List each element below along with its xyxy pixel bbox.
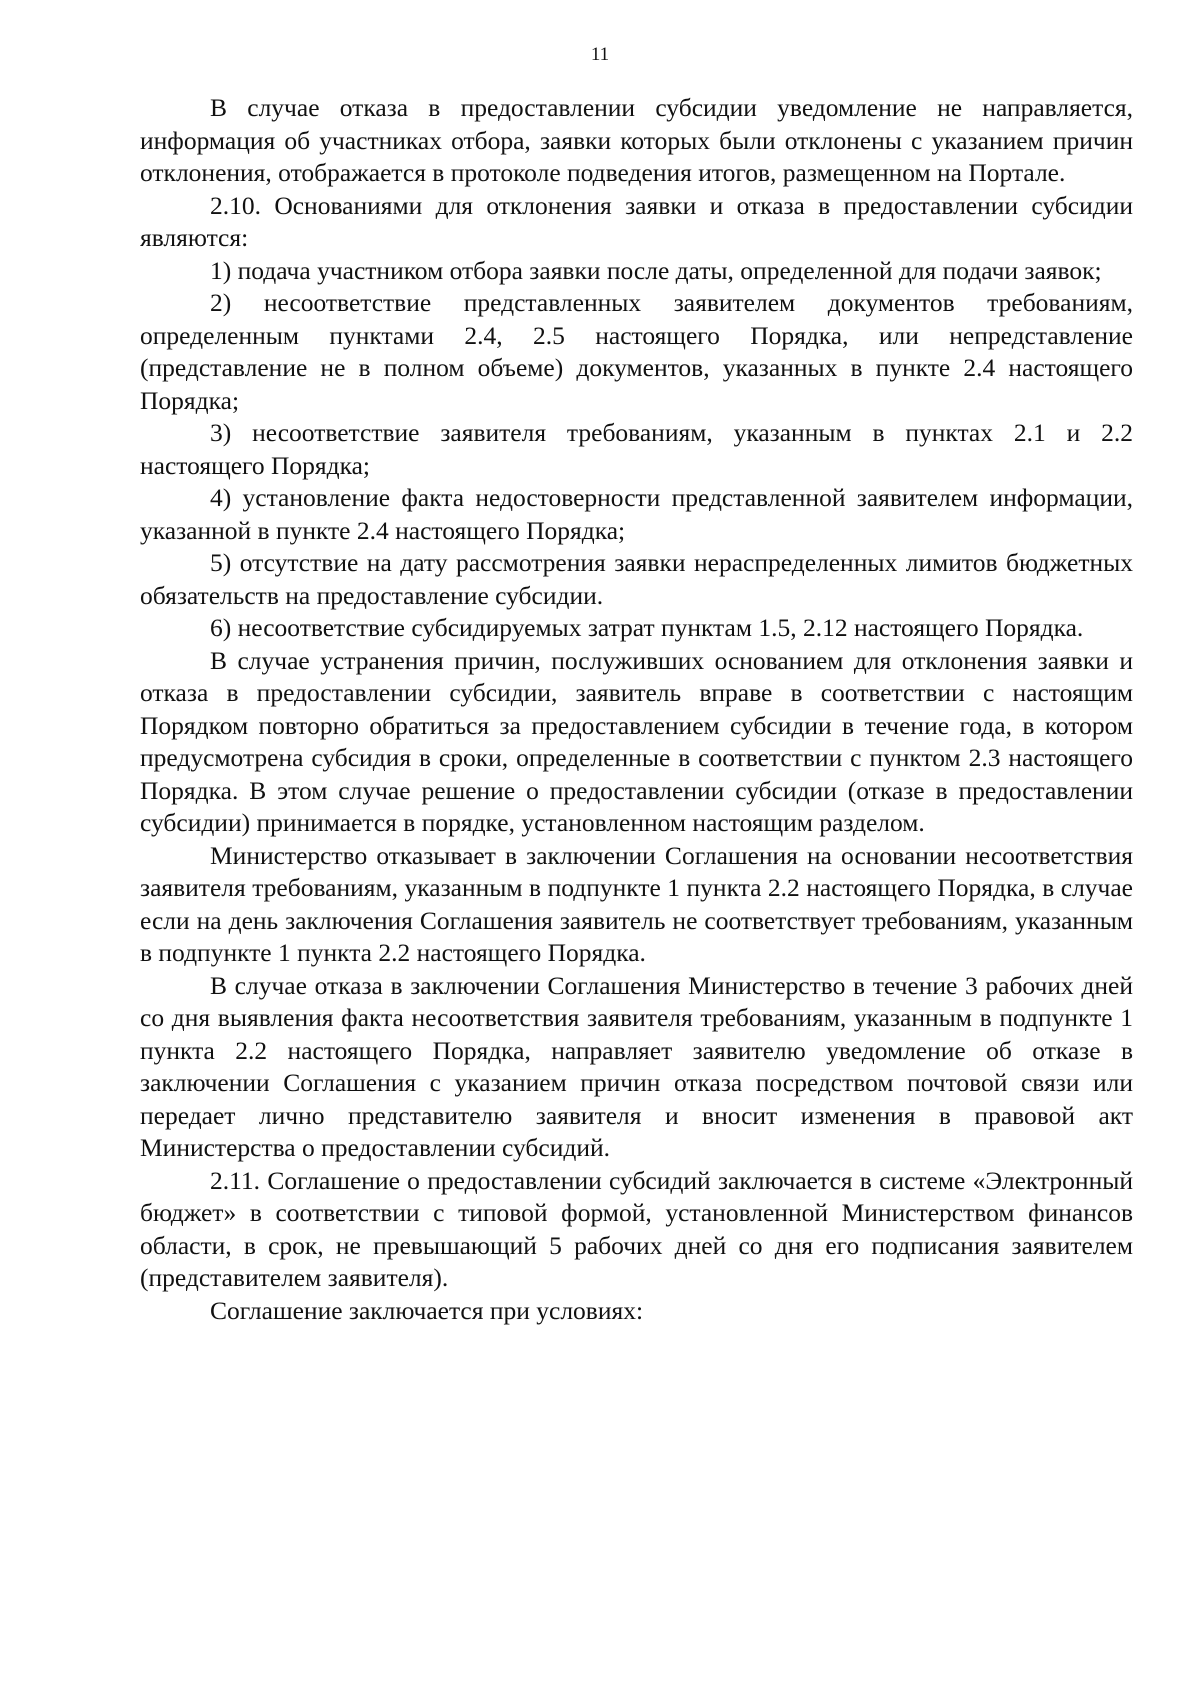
- paragraph-ministry-refusal: Министерство отказывает в заключении Соглашения на основании несоответствия заявителя требованиям, указанным в подпункте 1 пункта 2.2 настоящего Порядка, в случае если на день заключения Соглашения заявитель не соответствует требованиям, указанным в подпункте 1 пункта 2.2 настоящего Порядка.: [140, 840, 1133, 967]
- list-item-2: 2) несоответствие представленных заявителем документов требованиям, определенным пунктами 2.4, 2.5 настоящего Порядка, или непредставление (представление не в полном объеме) документов, указанных в пункте 2.4 настоящего Порядка;: [140, 288, 1133, 415]
- document-body: [140, 92, 1133, 1327]
- paragraph-agreement-conditions: Соглашение заключается при условиях:: [210, 1295, 644, 1325]
- list-item-3: 3) несоответствие заявителя требованиям, указанным в пунктах 2.1 и 2.2 настоящего Порядка;: [140, 418, 1133, 480]
- paragraph-2-11-agreement: 2.11. Соглашение о предоставлении субсидий заключается в системе «Электронный бюджет» в соответствии с типовой формой, установленной Министерством финансов области, в срок, не превышающий 5 рабочих дней со дня его подписания заявителем (представителем заявителя).: [140, 1165, 1133, 1292]
- list-item-6: 6) несоответствие субсидируемых затрат пунктам 1.5, 2.12 настоящего Порядка.: [210, 613, 1084, 642]
- paragraph-refusal-notice: В случае отказа в предоставлении субсидии уведомление не направляется, информация об участниках отбора, заявки которых были отклонены с указанием причин отклонения, отображается в протоколе подведения итогов, размещенном на Портале.: [140, 93, 1133, 187]
- paragraph-refusal-procedure: В случае отказа в заключении Соглашения Министерство в течение 3 рабочих дней со дня выявления факта несоответствия заявителя требованиям, указанным в подпункте 1 пункта 2.2 настоящего Порядка, направляет заявителю уведомление об отказе в заключении Соглашения с указанием причин отказа посредством почтовой связи или передает лично представителю заявителя и вносит изменения в правовой акт Министерства о предоставлении субсидий.: [140, 970, 1133, 1162]
- page-number: 11: [590, 44, 610, 65]
- list-item-5: 5) отсутствие на дату рассмотрения заявки нераспределенных лимитов бюджетных обязательств на предоставление субсидии.: [140, 548, 1133, 610]
- paragraph-2-10-grounds: 2.10. Основаниями для отклонения заявки и отказа в предоставлении субсидии являются:: [140, 190, 1133, 252]
- list-item-1: 1) подача участником отбора заявки после даты, определенной для подачи заявок;: [210, 255, 1102, 285]
- list-item-4: 4) установление факта недостоверности представленной заявителем информации, указанной в пункте 2.4 настоящего Порядка;: [140, 483, 1133, 545]
- paragraph-reapplication: В случае устранения причин, послуживших основанием для отклонения заявки и отказа в предоставлении субсидии, заявитель вправе в соответствии с настоящим Порядком повторно обратиться за предоставлением субсидии в течение года, в котором предусмотрена субсидия в сроки, определенные в соответствии с пунктом 2.3 настоящего Порядка. В этом случае решение о предоставлении субсидии (отказе в предоставлении субсидии) принимается в порядке, установленном настоящим разделом.: [140, 645, 1133, 837]
